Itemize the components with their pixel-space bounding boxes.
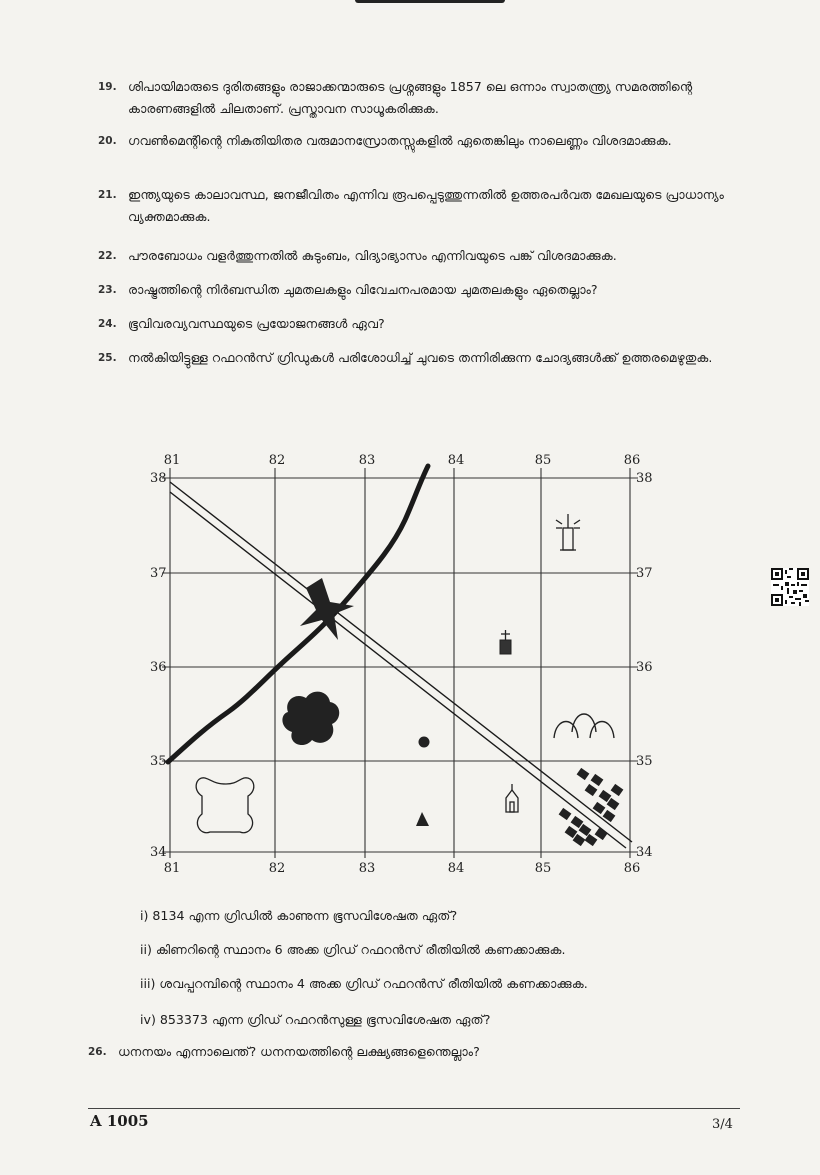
easting-label-bottom: 84 <box>447 861 465 876</box>
church-icon <box>500 630 511 654</box>
grid-labels <box>150 453 653 876</box>
double-road-line <box>170 492 626 848</box>
settlement-icon <box>559 768 624 846</box>
question-text: പൗരബോധം വളർത്തുന്നതിൽ കുടുംബം, വിദ്യാഭ്യാസം എന്നിവയുടെ പങ്ക് വിശദമാക്കുക. <box>128 248 617 263</box>
sub-question-i: i) 8134 എന്ന ഗ്രിഡിൽ കാണുന്ന ഭൂസവിശേഷത ഏത്? <box>140 908 458 923</box>
lighthouse-icon <box>556 514 580 550</box>
question-text: നൽകിയിട്ടുള്ള റഫറൻസ് ഗ്രിഡുകൾ പരിശോധിച്ച് ചുവടെ തന്നിരിക്കുന്ന ചോദ്യങ്ങൾക്ക് ഉത്തരമെഴുതുക. <box>128 350 713 365</box>
easting-label-bottom: 86 <box>623 861 641 876</box>
question-number: 22. <box>98 250 117 262</box>
question-26 <box>88 1041 758 1063</box>
easting-label-bottom: 85 <box>534 861 552 876</box>
northing-label-right: 36 <box>636 660 653 675</box>
sub-question-iv: iv) 853373 എന്ന ഗ്രിഡ് റഫറൻസുള്ള ഭൂസവിശേഷത ഏത്? <box>140 1012 491 1027</box>
question-text: ഗവൺമെന്റിന്റെ നികുതിയിതര വരുമാനസ്രോതസ്സുകളിൽ ഏതെങ്കിലും നാലെണ്ണം വിശദമാക്കുക. <box>128 133 672 148</box>
northing-label-left: 36 <box>150 660 167 675</box>
settlement-block <box>573 834 586 846</box>
northing-label-right: 34 <box>636 845 653 860</box>
easting-label-top: 83 <box>358 453 376 468</box>
easting-label-top: 82 <box>268 453 286 468</box>
easting-label-top: 86 <box>623 453 641 468</box>
question-number: 26. <box>88 1046 107 1058</box>
question-text: ഭൂവിവരവ്യവസ്ഥയുടെ പ്രയോജനങ്ങൾ ഏവ? <box>128 316 385 331</box>
northing-label-right: 38 <box>636 471 653 486</box>
easting-label-bottom: 81 <box>163 861 181 876</box>
northing-label-left: 35 <box>150 754 167 769</box>
question-number: 23. <box>98 284 117 296</box>
settlement-block <box>611 784 624 796</box>
question-number: 24. <box>98 318 117 330</box>
huts-icon <box>554 714 614 738</box>
northing-label-right: 35 <box>636 754 653 769</box>
settlement-block <box>577 768 590 780</box>
trees-icon <box>282 692 339 745</box>
well-icon <box>419 737 430 748</box>
easting-label-top: 84 <box>447 453 465 468</box>
footer-divider <box>88 1108 740 1109</box>
question-number: 20. <box>98 135 117 147</box>
question-text: ഇന്ത്യയുടെ കാലാവസ്ഥ, ജനജീവിതം എന്നിവ രൂപപ്പെടുത്തുന്നതിൽ ഉത്തരപർവത മേഖലയുടെ പ്രാധാന്യം വ്യക്തമാക്കുക. <box>128 187 724 224</box>
easting-label-top: 85 <box>534 453 552 468</box>
settlement-block <box>591 774 604 786</box>
settlement-block <box>595 828 608 840</box>
settlement-block <box>607 798 620 810</box>
sub-question-ii: ii) കിണറിന്റെ സ്ഥാനം 6 അക്ക ഗ്രിഡ് റഫറൻസ് രീതിയിൽ കണക്കാക്കുക. <box>140 942 566 957</box>
northing-label-left: 34 <box>150 845 167 860</box>
easting-label-bottom: 82 <box>268 861 286 876</box>
northing-label-left: 37 <box>150 566 167 581</box>
sub-question-iii: iii) ശവപ്പറമ്പിന്റെ സ്ഥാനം 4 അക്ക ഗ്രിഡ് റഫറൻസ് രീതിയിൽ കണക്കാക്കുക. <box>140 976 588 991</box>
triangle-icon <box>416 812 429 826</box>
question-text: ധനനയം എന്നാലെന്ത്? ധനനയത്തിന്റെ ലക്ഷ്യങ്ങളെന്തെല്ലാം? <box>118 1044 480 1059</box>
question-number: 19. <box>98 81 117 93</box>
question-text: രാഷ്ട്രത്തിന്റെ നിർബന്ധിത ചുമതലകളും വിവേചനപരമായ ചുമതലകളും ഏതെല്ലാം? <box>128 282 598 297</box>
settlement-block <box>559 808 572 820</box>
settlement-block <box>599 790 612 802</box>
question-number: 21. <box>98 189 117 201</box>
temple-icon <box>506 784 518 812</box>
easting-label-top: 81 <box>163 453 181 468</box>
question-paper-code: A 1005 <box>90 1112 149 1130</box>
question-number: 25. <box>98 352 117 364</box>
tank-icon <box>196 778 254 833</box>
settlement-block <box>565 826 578 838</box>
easting-label-bottom: 83 <box>358 861 376 876</box>
northing-label-left: 38 <box>150 471 167 486</box>
page-number: 3/4 <box>712 1117 733 1132</box>
northing-label-right: 37 <box>636 566 653 581</box>
qr-code-icon <box>771 568 809 606</box>
settlement-block <box>571 816 584 828</box>
question-text: ശിപായിമാരുടെ ദുരിതങ്ങളും രാജാക്കന്മാരുടെ പ്രശ്നങ്ങളും 1857 ലെ ഒന്നാം സ്വാതന്ത്ര്യ സമരത്തിന്റെ കാരണങ്ങളിൽ ചിലതാണ്. പ്രസ്താവന സാധൂകരിക്കുക. <box>128 79 693 116</box>
bridge-icon <box>300 578 354 640</box>
settlement-block <box>585 784 598 796</box>
